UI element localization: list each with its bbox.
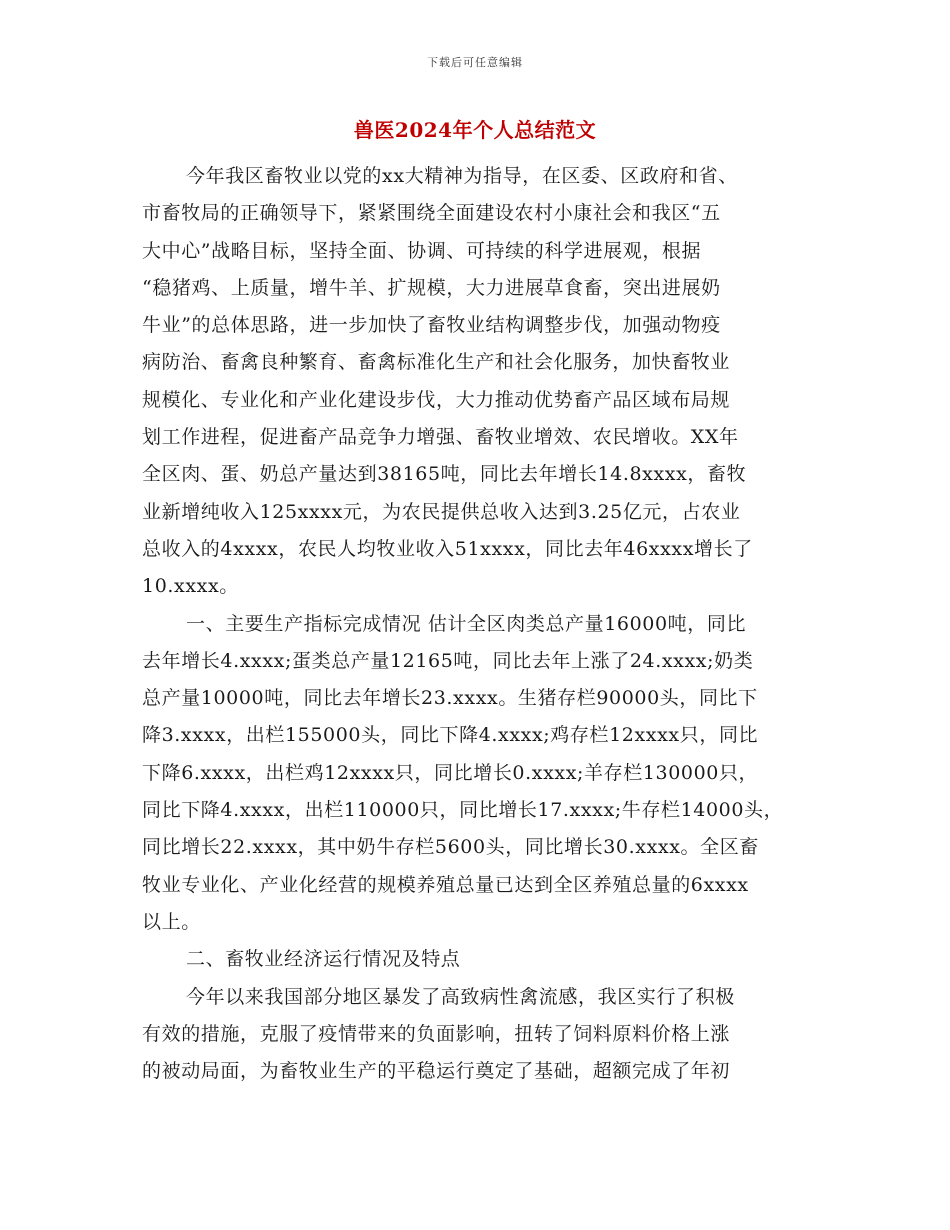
document-body — [142, 158, 810, 1090]
page-header-note: 下载后可任意编辑 — [427, 56, 523, 69]
paragraph-line: 今年以来我国部分地区暴发了高致病性禽流感，我区实行了积极 — [186, 985, 735, 1008]
paragraph-line: 的被动局面，为畜牧业生产的平稳运行奠定了基础，超额完成了年初 — [142, 1060, 731, 1083]
paragraph-line: 下降6.xxxx，出栏鸡12xxxx只，同比增长0.xxxx;羊存栏130000只， — [142, 761, 759, 784]
paragraph-line: 同比下降4.xxxx，出栏110000只，同比增长17.xxxx;牛存栏14000头， — [142, 799, 784, 822]
paragraph-line: 一、主要生产指标完成情况 估计全区肉类总产量16000吨，同比 — [186, 612, 747, 635]
paragraph-line: 规模化、专业化和产业化建设步伐，大力推动优势畜产品区域布局规 — [142, 388, 731, 411]
paragraph-line: 全区肉、蛋、奶总产量达到38165吨，同比去年增长14.8xxxx，畜牧 — [142, 463, 747, 486]
paragraph-line: 去年增长4.xxxx;蛋类总产量12165吨，同比去年上涨了24.xxxx;奶类 — [142, 649, 754, 672]
paragraph-line: 今年我区畜牧业以党的xx大精神为指导，在区委、区政府和省、 — [186, 165, 738, 187]
paragraph-line: 划工作进程，促进畜产品竞争力增强、畜牧业增效、农民增收。XX年 — [142, 426, 739, 449]
paragraph-line: 总收入的4xxxx，农民人均牧业收入51xxxx，同比去年46xxxx增长了 — [142, 537, 753, 560]
paragraph-line: 以上。 — [142, 910, 201, 933]
document-title: 兽医2024年个人总结范文 — [353, 118, 597, 142]
paragraph-line: 同比增长22.xxxx，其中奶牛存栏5600头，同比增长30.xxxx。全区畜 — [142, 836, 759, 859]
paragraph-line: “稳猪鸡、上质量，增牛羊、扩规模，大力进展草食畜，突出进展奶 — [142, 276, 721, 299]
paragraph-line: 有效的措施，克服了疫情带来的负面影响，扭转了饲料原料价格上涨 — [142, 1022, 731, 1045]
paragraph-line: 牛业”的总体思路，进一步加快了畜牧业结构调整步伐，加强动物疫 — [142, 314, 721, 337]
paragraph-line: 总产量10000吨，同比去年增长23.xxxx。生猪存栏90000头，同比下 — [142, 687, 758, 710]
paragraph-line: 降3.xxxx，出栏155000头，同比下降4.xxxx;鸡存栏12xxxx只，同比 — [142, 724, 759, 747]
paragraph-line: 牧业专业化、产业化经营的规模养殖总量已达到全区养殖总量的6xxxx — [142, 873, 749, 896]
section-heading: 二、畜牧业经济运行情况及特点 — [186, 948, 461, 971]
paragraph-line: 市畜牧局的正确领导下，紧紧围绕全面建设农村小康社会和我区“五 — [142, 202, 721, 225]
paragraph-line: 病防治、畜禽良种繁育、畜禽标准化生产和社会化服务，加快畜牧业 — [142, 351, 731, 374]
paragraph-line: 10.xxxx。 — [142, 575, 239, 598]
paragraph-line: 业新增纯收入125xxxx元，为农民提供总收入达到3.25亿元，占农业 — [142, 500, 741, 523]
paragraph-line: 大中心”战略目标，坚持全面、协调、可持续的科学进展观，根据 — [142, 239, 702, 262]
